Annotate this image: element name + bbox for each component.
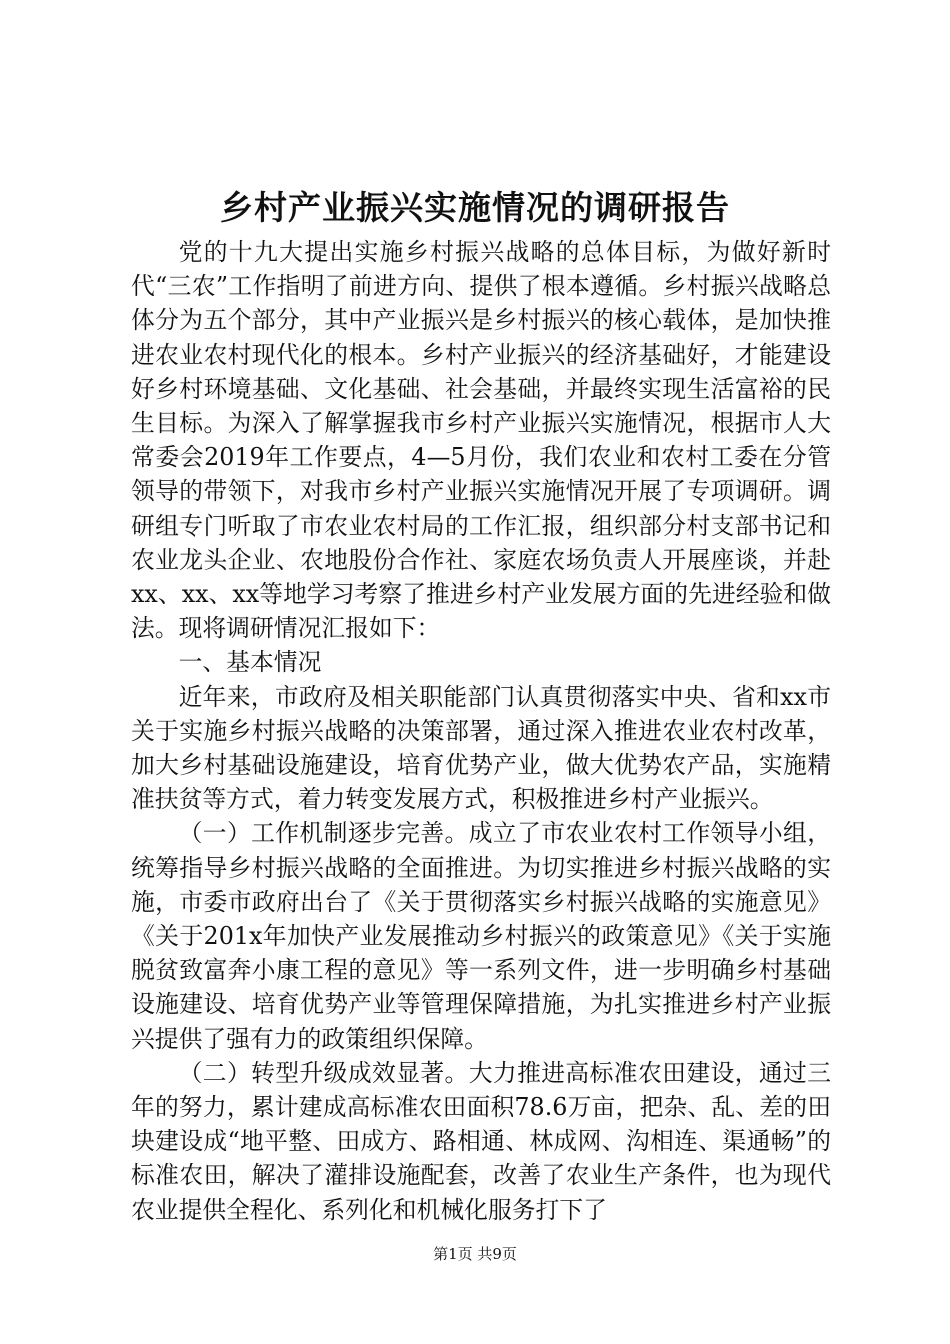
basic-situation-paragraph: 近年来，市政府及相关职能部门认真贯彻落实中央、省和xx市关于实施乡村振兴战略的决策部署，通过深入推进农业农村改革，加大乡村基础设施建设，培育优势产业，做大优势农产品，实施精准扶贫等方式，着力转变发展方式，积极推进乡村产业振兴。: [131, 682, 831, 814]
page-footer: 第1页 共9页: [433, 1245, 517, 1263]
document-body: [131, 235, 831, 1227]
document-title: 乡村产业振兴实施情况的调研报告: [220, 188, 730, 227]
transformation-paragraph: （二）转型升级成效显著。大力推进高标准农田建设，通过三年的努力，累计建成高标准农田面积78.6万亩，把杂、乱、差的田块建设成“地平整、田成方、路相通、林成网、沟相连、渠通畅”的标准农田，解决了灌排设施配套，改善了农业生产条件，也为现代农业提供全程化、系列化和机械化服务打下了: [131, 1058, 831, 1224]
work-mechanism-paragraph: （一）工作机制逐步完善。成立了市农业农村工作领导小组，统筹指导乡村振兴战略的全面推进。为切实推进乡村振兴战略的实施，市委市政府出台了《关于贯彻落实乡村振兴战略的实施意见》《关于201x年加快产业发展推动乡村振兴的政策意见》《关于实施脱贫致富奔小康工程的意见》等一系列文件，进一步明确乡村基础设施建设、培育优势产业等管理保障措施，为扎实推进乡村产业振兴提供了强有力的政策组织保障。: [131, 819, 831, 1053]
intro-paragraph: 党的十九大提出实施乡村振兴战略的总体目标，为做好新时代“三农”工作指明了前进方向、提供了根本遵循。乡村振兴战略总体分为五个部分，其中产业振兴是乡村振兴的核心载体，是加快推进农业农村现代化的根本。乡村产业振兴的经济基础好，才能建设好乡村环境基础、文化基础、社会基础，并最终实现生活富裕的民生目标。为深入了解掌握我市乡村产业振兴实施情况，根据市人大常委会2019年工作要点，4—5月份，我们农业和农村工委在分管领导的带领下，对我市乡村产业振兴实施情况开展了专项调研。调研组专门听取了市农业农村局的工作汇报，组织部分村支部书记和农业龙头企业、农地股份合作社、家庭农场负责人开展座谈，并赴xx、xx、xx等地学习考察了推进乡村产业发展方面的先进经验和做法。现将调研情况汇报如下：: [131, 238, 831, 643]
section-heading-basic-situation: 一、基本情况: [178, 648, 322, 677]
